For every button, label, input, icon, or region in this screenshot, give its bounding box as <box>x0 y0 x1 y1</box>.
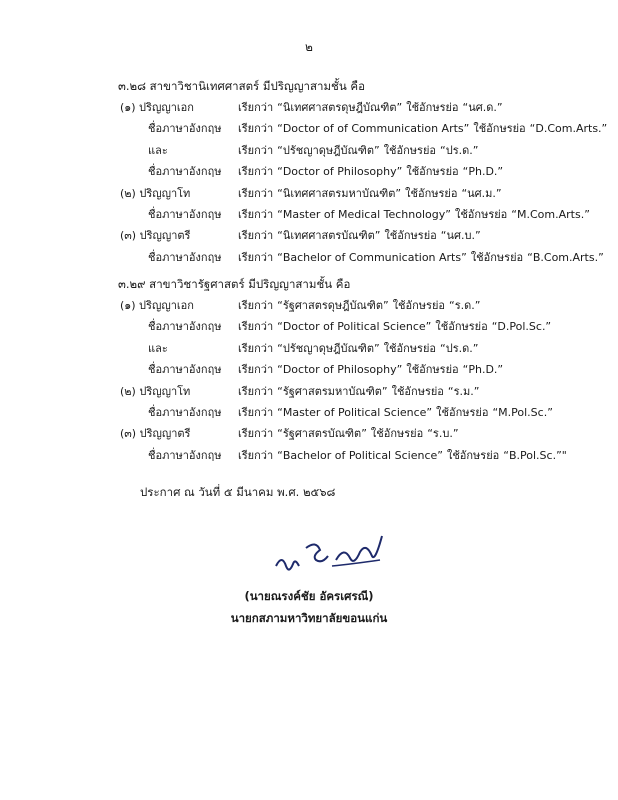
degree-detail <box>238 162 507 180</box>
degree-level-label: ชื่อภาษาอังกฤษ <box>148 406 222 419</box>
degree-name: “นิเทศศาสตรบัณฑิต” <box>277 229 381 243</box>
section-heading-political-science: ๓.๒๙ สาขาวิชารัฐศาสตร์ มีปริญญาสามชั้น คือ <box>118 277 351 291</box>
abbr-label: ใช้อักษรย่อ <box>406 363 459 377</box>
degree-level-label: ชื่อภาษาอังกฤษ <box>148 250 222 264</box>
degree-row <box>0 296 618 316</box>
degree-detail <box>238 119 611 137</box>
called-label: เรียกว่า <box>238 299 274 312</box>
degree-name: “Bachelor of Communication Arts” <box>277 250 467 264</box>
degree-abbreviation: “ปร.ด.” <box>440 143 479 157</box>
degree-name: “Doctor of Philosophy” <box>277 363 403 377</box>
degree-name: “นิเทศศาสตรมหาบัณฑิต” <box>277 186 402 200</box>
degree-detail <box>238 339 482 357</box>
abbr-label: ใช้อักษรย่อ <box>436 406 489 419</box>
degree-name: “Bachelor of Political Science” <box>277 448 443 462</box>
called-label: เรียกว่า <box>238 143 274 157</box>
abbr-label: ใช้อักษรย่อ <box>406 101 459 114</box>
degree-detail <box>238 296 484 314</box>
degree-level-label: (๑) ปริญญาเอก <box>120 299 194 312</box>
signer-name: (นายณรงค์ชัย อัครเศรณี) <box>244 589 374 603</box>
abbr-label: ใช้อักษรย่อ <box>405 186 458 200</box>
degree-row <box>0 119 618 139</box>
degree-abbreviation: “นศ.ด.” <box>462 101 503 114</box>
degree-name: “Doctor of Philosophy” <box>277 165 403 179</box>
degree-abbreviation: “ร.ด.” <box>449 299 481 312</box>
degree-row <box>0 184 618 204</box>
called-label: เรียกว่า <box>238 229 274 243</box>
degree-abbreviation: “M.Com.Arts.” <box>511 208 590 221</box>
degree-row <box>0 162 618 182</box>
degree-row <box>0 248 618 268</box>
called-label: เรียกว่า <box>238 250 274 264</box>
degree-abbreviation: “B.Com.Arts.” <box>527 250 604 264</box>
degree-level-label: (๑) ปริญญาเอก <box>120 101 194 114</box>
degree-level-label: ชื่อภาษาอังกฤษ <box>148 165 222 179</box>
degree-abbreviation: “นศ.ม.” <box>461 186 502 200</box>
degree-detail <box>238 98 507 116</box>
degree-level-label: ชื่อภาษาอังกฤษ <box>148 122 222 136</box>
degree-row <box>0 382 618 402</box>
degree-abbreviation: “นศ.บ.” <box>440 229 481 243</box>
degree-name: “ปรัชญาดุษฎีบัณฑิต” <box>277 143 380 157</box>
called-label: เรียกว่า <box>238 186 274 200</box>
degree-level-label: (๓) ปริญญาตรี <box>120 427 191 441</box>
degree-level-label: (๒) ปริญญาโท <box>120 186 191 200</box>
degree-row <box>0 339 618 359</box>
degree-name: “Master of Medical Technology” <box>277 208 451 221</box>
degree-abbreviation: “Ph.D.” <box>462 165 504 179</box>
abbr-label: ใช้อักษรย่อ <box>406 165 459 179</box>
abbr-label: ใช้อักษรย่อ <box>454 208 508 221</box>
degree-row <box>0 360 618 380</box>
signature-image <box>262 530 402 580</box>
degree-name: “Doctor of of Communication Arts” <box>277 122 470 136</box>
degree-row <box>0 141 618 161</box>
degree-abbreviation: “ร.บ.” <box>427 427 459 441</box>
degree-row <box>0 98 618 118</box>
abbr-label: ใช้อักษรย่อ <box>446 448 500 462</box>
degree-row <box>0 446 618 466</box>
abbr-label: ใช้อักษรย่อ <box>473 122 526 136</box>
called-label: เรียกว่า <box>238 165 274 179</box>
degree-abbreviation: “ร.ม.” <box>447 384 480 398</box>
degree-level-label: (๒) ปริญญาโท <box>120 384 191 398</box>
abbr-label: ใช้อักษรย่อ <box>392 299 446 312</box>
abbr-label: ใช้อักษรย่อ <box>435 320 488 334</box>
degree-row <box>0 226 618 246</box>
degree-name: “รัฐศาสตรดุษฎีบัณฑิต” <box>277 299 389 312</box>
degree-name: “ปรัชญาดุษฎีบัณฑิต” <box>277 341 380 355</box>
degree-detail <box>238 205 594 223</box>
degree-name: “นิเทศศาสตรดุษฎีบัณฑิต” <box>277 101 403 114</box>
called-label: เรียกว่า <box>238 363 274 377</box>
degree-detail <box>238 184 506 202</box>
degree-row <box>0 317 618 337</box>
degree-abbreviation: “B.Pol.Sc.”" <box>503 448 567 462</box>
degree-level-label: ชื่อภาษาอังกฤษ <box>148 208 222 221</box>
signer-position: นายกสภามหาวิทยาลัยขอนแก่น <box>230 611 388 625</box>
abbr-label: ใช้อักษรย่อ <box>391 384 444 398</box>
degree-abbreviation: “D.Com.Arts.” <box>529 122 608 136</box>
called-label: เรียกว่า <box>238 101 274 114</box>
degree-level-label: ชื่อภาษาอังกฤษ <box>148 363 222 377</box>
degree-name: “Master of Political Science” <box>277 406 433 419</box>
degree-abbreviation: “Ph.D.” <box>462 363 504 377</box>
degree-detail <box>238 446 571 464</box>
degree-row <box>0 403 618 423</box>
abbr-label: ใช้อักษรย่อ <box>383 341 437 355</box>
degree-detail <box>238 317 555 335</box>
degree-level-label: และ <box>148 341 168 355</box>
degree-detail <box>238 403 557 421</box>
section-heading-communication-arts: ๓.๒๘ สาขาวิชานิเทศศาสตร์ มีปริญญาสามชั้น คือ <box>118 79 365 93</box>
abbr-label: ใช้อักษรย่อ <box>370 427 424 441</box>
degree-name: “รัฐศาสตรมหาบัณฑิต” <box>277 384 388 398</box>
abbr-label: ใช้อักษรย่อ <box>383 143 437 157</box>
called-label: เรียกว่า <box>238 427 274 441</box>
called-label: เรียกว่า <box>238 341 274 355</box>
called-label: เรียกว่า <box>238 208 274 221</box>
declaration-date: ประกาศ ณ วันที่ ๕ มีนาคม พ.ศ. ๒๕๖๘ <box>140 485 336 499</box>
degree-level-label: ชื่อภาษาอังกฤษ <box>148 320 222 334</box>
called-label: เรียกว่า <box>238 320 274 334</box>
degree-detail <box>238 141 482 159</box>
degree-row <box>0 205 618 225</box>
page-number: ๒ <box>305 40 313 54</box>
degree-name: “Doctor of Political Science” <box>277 320 432 334</box>
degree-detail <box>238 382 483 400</box>
degree-abbreviation: “M.Pol.Sc.” <box>492 406 553 419</box>
called-label: เรียกว่า <box>238 406 274 419</box>
abbr-label: ใช้อักษรย่อ <box>470 250 524 264</box>
called-label: เรียกว่า <box>238 448 274 462</box>
degree-detail <box>238 248 608 266</box>
degree-level-label: (๓) ปริญญาตรี <box>120 229 191 243</box>
called-label: เรียกว่า <box>238 122 274 136</box>
degree-row <box>0 424 618 444</box>
degree-abbreviation: “D.Pol.Sc.” <box>491 320 552 334</box>
called-label: เรียกว่า <box>238 384 274 398</box>
degree-level-label: ชื่อภาษาอังกฤษ <box>148 448 222 462</box>
abbr-label: ใช้อักษรย่อ <box>384 229 437 243</box>
degree-detail <box>238 424 463 442</box>
degree-abbreviation: “ปร.ด.” <box>440 341 479 355</box>
degree-name: “รัฐศาสตรบัณฑิต” <box>277 427 367 441</box>
degree-level-label: และ <box>148 143 168 157</box>
degree-detail <box>238 226 485 244</box>
degree-detail <box>238 360 507 378</box>
